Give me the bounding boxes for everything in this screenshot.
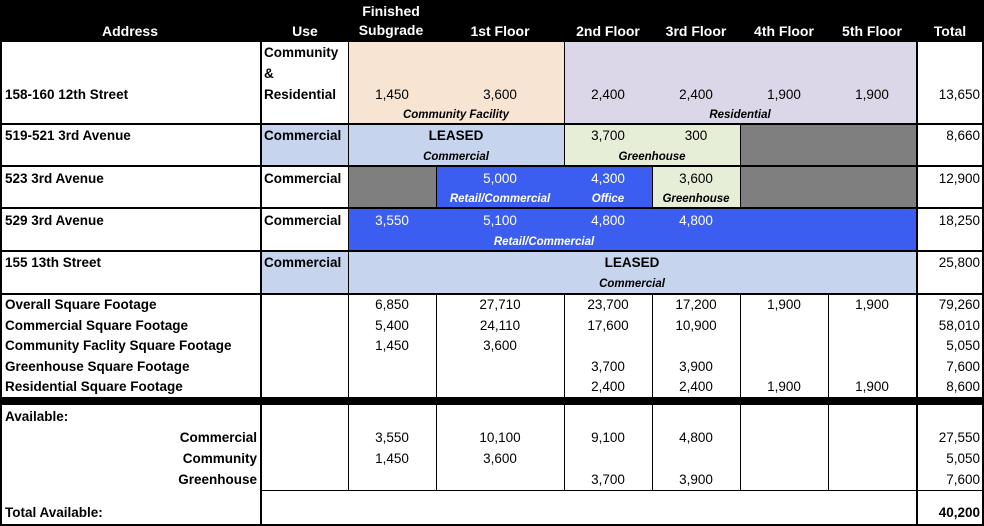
r1-use-line3: Residential [264,87,337,102]
r3-label-office: Office [591,193,625,205]
grid-line [652,294,653,490]
r3-label-greenhouse: Greenhouse [662,193,730,205]
r4-label-retail: Retail/Commercial [493,236,595,248]
header-total: Total [933,23,967,39]
summary-subgrade: 5,400 [375,318,409,333]
summary-floor2: 17,600 [587,318,629,333]
r1-label-community: Community Facility [402,109,510,121]
grid-line [740,294,741,490]
summary-floor1: 27,710 [479,297,521,312]
r3-gray-fill-left [348,166,436,208]
r4-floor2: 4,800 [591,213,625,228]
r3-floor2: 4,300 [591,171,625,186]
header-finished-line1: Finished [362,3,420,19]
grid-line [0,123,984,125]
r3-total: 12,900 [938,171,980,186]
summary-floor2: 3,700 [591,359,625,374]
summary-floor5: 1,900 [855,379,889,394]
available-floor1: 10,100 [479,430,521,445]
r3-gray-fill-right [740,166,916,208]
available-floor3: 3,900 [679,472,713,487]
grid-line [564,294,565,490]
r4-total: 18,250 [938,213,980,228]
grid-line [260,42,262,526]
grid-line [564,42,565,166]
r2-total: 8,660 [946,128,980,143]
r2-floor2: 3,700 [591,128,625,143]
r4-address: 529 3rd Avenue [5,213,104,228]
r1-use-line1: Community [264,45,339,60]
r5-use: Commercial [264,255,342,270]
header-floor3: 3rd Floor [665,23,727,39]
available-floor2: 3,700 [591,472,625,487]
header-floor1: 1st Floor [470,23,530,39]
grid-line [348,42,349,294]
r1-subgrade: 1,450 [375,87,409,102]
r2-use: Commercial [264,128,342,143]
grid-line [0,165,984,167]
r1-total: 13,650 [938,87,980,102]
grid-line [436,166,437,208]
header-use: Use [292,23,318,39]
summary-subgrade: 1,450 [375,338,409,353]
available-label: Community [182,451,257,466]
r1-floor2: 2,400 [591,87,625,102]
total-available-value: 40,200 [938,505,980,520]
r3-label-retail: Retail/Commercial [449,193,551,205]
summary-total: 7,600 [946,359,980,374]
r3-floor1: 5,000 [483,171,517,186]
summary-floor3: 10,900 [675,318,717,333]
summary-label: Community Faclity Square Footage [5,338,232,353]
summary-floor4: 1,900 [767,379,801,394]
summary-floor1: 24,110 [479,318,521,333]
summary-total: 79,260 [938,297,980,312]
square-footage-table [0,42,984,526]
available-subgrade: 3,550 [375,430,409,445]
grid-line [0,207,984,209]
r4-blue-fill [348,208,916,251]
r2-label-commercial: Commercial [423,151,489,163]
grid-line [260,490,984,491]
grid-line [0,250,984,252]
grid-line [348,294,349,490]
grid-line [740,124,741,166]
r1-label-residential: Residential [709,109,771,121]
summary-floor3: 2,400 [679,379,713,394]
available-total: 27,550 [938,430,980,445]
table-header [0,0,984,42]
available-floor1: 3,600 [483,451,517,466]
r5-label-commercial: Commercial [599,278,665,290]
summary-floor3: 17,200 [675,297,717,312]
r5-address: 155 13th Street [5,255,102,270]
thick-separator [0,397,984,405]
grid-line [652,166,653,208]
available-subgrade: 1,450 [375,451,409,466]
r4-use: Commercial [264,213,342,228]
r2-gray-fill [740,124,916,166]
header-floor4: 4th Floor [754,23,814,39]
r1-floor5: 1,900 [855,87,889,102]
r4-floor3: 4,800 [679,213,713,228]
grid-line [916,42,918,526]
r2-label-greenhouse: Greenhouse [618,151,686,163]
total-available-label: Total Available: [5,505,103,520]
grid-line [436,294,437,490]
summary-floor3: 3,900 [679,359,713,374]
r4-subgrade: 3,550 [375,213,409,228]
available-heading: Available: [5,409,69,424]
grid-line [740,166,741,208]
r3-use: Commercial [264,171,342,186]
available-floor3: 4,800 [679,430,713,445]
header-floor5: 5th Floor [842,23,902,39]
summary-label: Commercial Square Footage [5,318,189,333]
summary-label: Greenhouse Square Footage [5,359,190,374]
summary-floor4: 1,900 [767,297,801,312]
summary-floor2: 23,700 [587,297,629,312]
r1-use-line2: & [264,66,274,81]
summary-subgrade: 6,850 [375,297,409,312]
r2-address: 519-521 3rd Avenue [5,128,131,143]
available-label: Commercial [179,430,257,445]
summary-total: 5,050 [946,338,980,353]
r5-total: 25,800 [938,255,980,270]
grid-line [0,42,2,526]
r3-address: 523 3rd Avenue [5,171,104,186]
r1-address: 158-160 12th Street [5,87,129,102]
summary-label: Overall Square Footage [5,297,157,312]
available-floor2: 9,100 [591,430,625,445]
header-finished-line2: Subgrade [358,22,424,38]
r5-leased: LEASED [604,255,660,270]
grid-line [828,294,829,490]
summary-total: 8,600 [946,379,980,394]
available-label: Greenhouse [178,472,257,487]
summary-floor2: 2,400 [591,379,625,394]
summary-floor1: 3,600 [483,338,517,353]
summary-total: 58,010 [938,318,980,333]
grid-line [0,293,984,295]
r1-floor1: 3,600 [483,87,517,102]
r1-floor4: 1,900 [767,87,801,102]
summary-label: Residential Square Footage [5,379,183,394]
r3-floor3: 3,600 [679,171,713,186]
available-total: 5,050 [946,451,980,466]
available-total: 7,600 [946,472,980,487]
r1-floor3: 2,400 [679,87,713,102]
r2-leased: LEASED [428,128,484,143]
summary-floor5: 1,900 [855,297,889,312]
r2-floor3: 300 [684,128,708,143]
r4-floor1: 5,100 [483,213,517,228]
header-floor2: 2nd Floor [576,23,640,39]
header-address: Address [101,23,159,39]
